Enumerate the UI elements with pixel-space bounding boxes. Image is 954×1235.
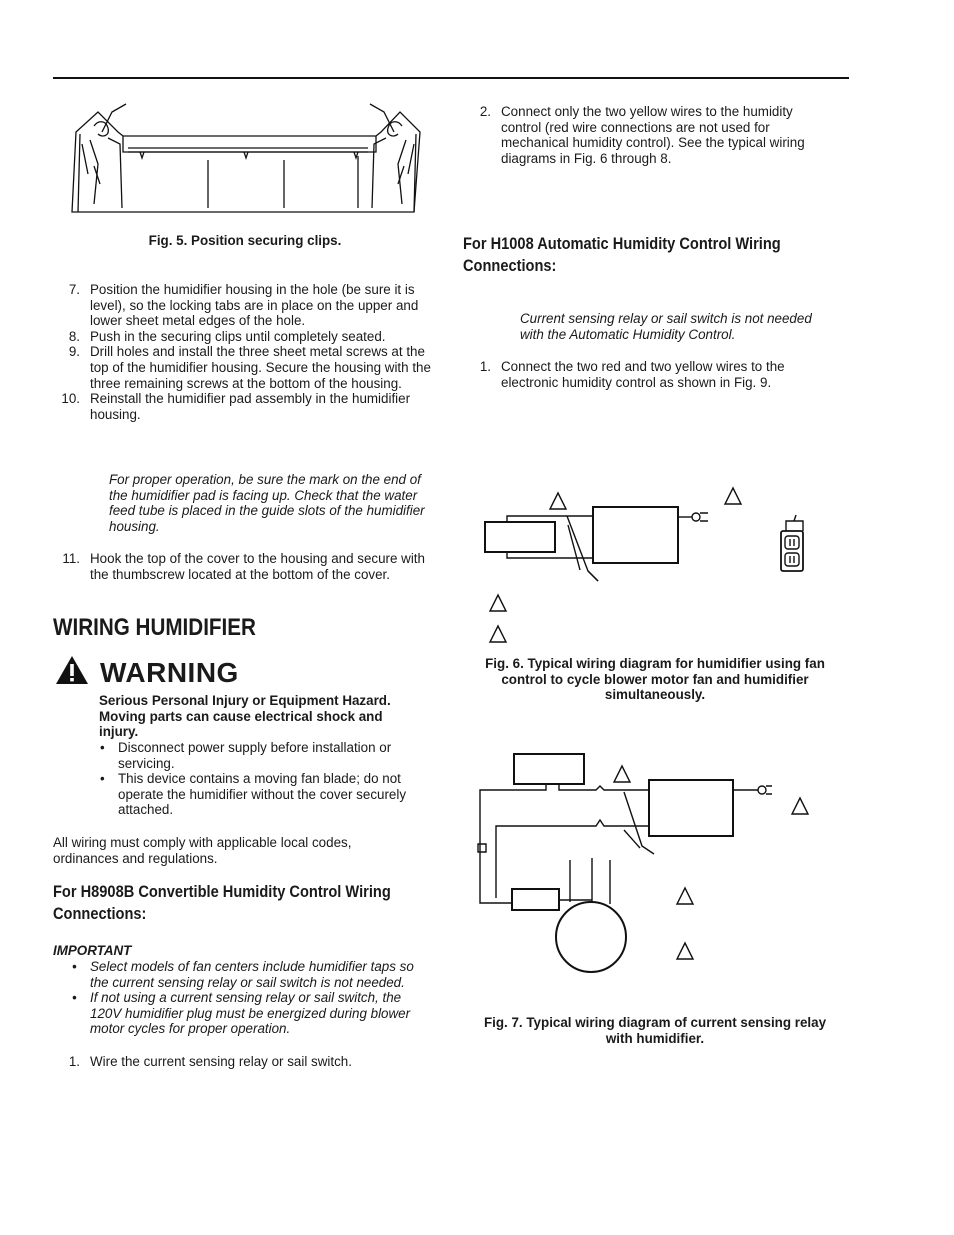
warning-hazard-text: Serious Personal Injury or Equipment Hazard. Moving parts can cause electrical shock and injury. — [99, 693, 391, 740]
step-9: 9. Drill holes and install the three sheet metal screws at the top of the humidifier housing. Secure the housing with the three remaining screws at the bottom of the housing. — [68, 344, 431, 391]
h8908b-step-1-list — [68, 1054, 440, 1070]
step-7: 7. Position the humidifier housing in the hole (be sure it is level), so the locking tabs are in place on the upper and lower sheet metal edges of the hole. — [68, 282, 419, 329]
fig7-caption: Fig. 7. Typical wiring diagram of current sensing relay with humidifier. — [483, 1015, 827, 1046]
fig6-caption: Fig. 6. Typical wiring diagram for humidifier using fan control to cycle blower motor fan and humidifier simultaneously. — [485, 656, 825, 703]
fig6-wiring-diagram — [480, 485, 810, 645]
fig5-caption: Fig. 5. Position securing clips. — [148, 233, 342, 248]
step-11: 11. Hook the top of the cover to the housing and secure with the thumbscrew located at the bottom of the cover. — [62, 551, 425, 582]
step-10: 10. Reinstall the humidifier pad assembly in the humidifier housing. — [61, 391, 411, 422]
h1008-step-1-list — [479, 359, 831, 390]
h1008-note: Current sensing relay or sail switch is not needed with the Automatic Humidity Control. — [520, 311, 812, 342]
right-step-2: 2. Connect only the two yellow wires to the humidity control (red wire connections are not used for mechanical humidity control). See the typical wiring diagrams in Fig. 6 through 8. — [479, 104, 805, 166]
h1008-step-1: 1. Connect the two red and two yellow wires to the electronic humidity control as shown in Fig. 9. — [479, 359, 785, 390]
warning-bullets — [100, 740, 428, 818]
important-label: IMPORTANT — [53, 943, 132, 958]
important-bullets — [72, 959, 435, 1037]
codes-compliance-text: All wiring must comply with applicable local codes, ordinances and regulations. — [53, 835, 352, 866]
h8908b-step-1: 1. Wire the current sensing relay or sail switch. — [68, 1054, 352, 1069]
right-step-2-list — [479, 104, 831, 166]
important-bullet: • If not using a current sensing relay or sail switch, the 120V humidifier plug must be energized during blower motor cycles for proper operation. — [72, 990, 411, 1037]
step-8: 8. Push in the securing clips until completely seated. — [68, 328, 386, 344]
fig5-housing-illustration — [68, 104, 428, 216]
header-rule — [53, 77, 849, 79]
steps-7-10 — [61, 282, 440, 422]
fig7-wiring-diagram — [474, 748, 819, 978]
h8908b-heading: For H8908B Convertible Humidity Control Wiring Connections: — [53, 882, 391, 923]
pad-orientation-note: For proper operation, be sure the mark on the end of the humidifier pad is facing up. Check that the water feed tube is placed in the guide slots of the humidifier housing. — [109, 472, 425, 534]
step-11-list — [62, 551, 440, 582]
warning-title: WARNING — [100, 657, 239, 688]
warning-bullet: • This device contains a moving fan blade; do not operate the humidifier without the cover securely attached. — [100, 771, 407, 818]
h1008-heading: For H1008 Automatic Humidity Control Wiring Connections: — [463, 234, 781, 275]
important-bullet: • Select models of fan centers include humidifier taps so the current sensing relay or sail switch is not needed. — [72, 959, 414, 990]
warning-bullet: • Disconnect power supply before installation or servicing. — [100, 740, 392, 771]
warning-triangle-icon — [55, 655, 89, 685]
wiring-humidifier-heading: WIRING HUMIDIFIER — [53, 614, 256, 641]
